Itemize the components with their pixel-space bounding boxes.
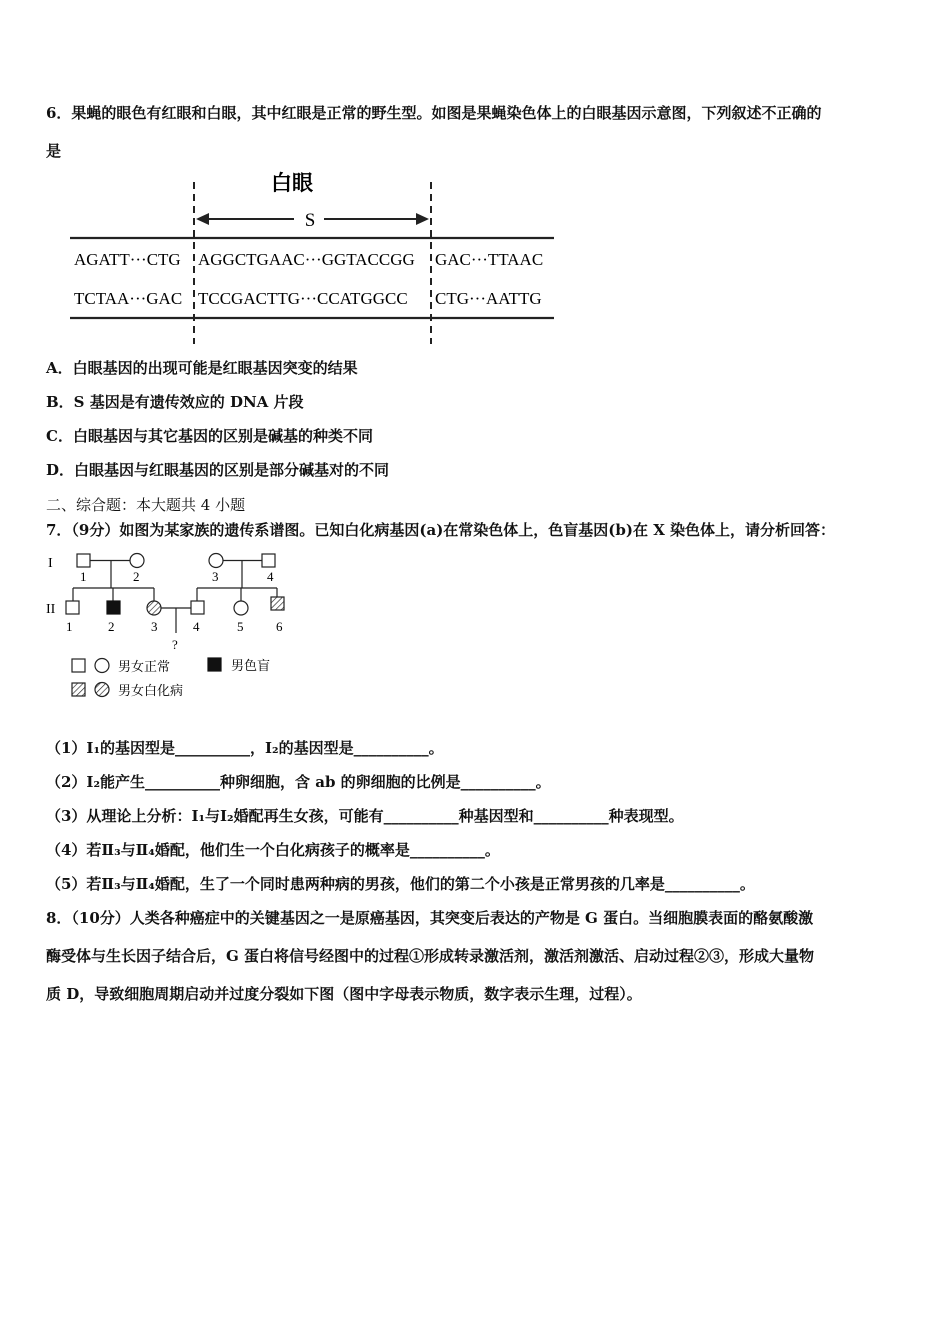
strand2-right: CTG···AATTG (435, 289, 542, 308)
section-heading: 二、综合题：本大题共 4 小题 (46, 496, 246, 514)
I3-female (209, 554, 223, 568)
strand2-left: TCTAA···GAC (74, 289, 183, 308)
num-I4: 4 (267, 569, 274, 584)
strand1-mid: AGGCTGAAC···GGTACCGG (198, 250, 415, 269)
s-arrow-left-head (196, 213, 209, 225)
I4-male (262, 554, 275, 567)
legend-normal-female-icon (95, 659, 109, 673)
num-II1: 1 (66, 619, 73, 634)
gen1-label: I (48, 556, 53, 571)
strand1-right: GAC···TTAAC (435, 250, 544, 269)
II2-male-colorblind (107, 601, 120, 614)
q6-stem-line2: 是 (46, 142, 62, 160)
q8-line2: 酶受体与生长因子结合后，G 蛋白将信号经图中的过程①形成转录激活剂，激活剂激活、启动过程②③，形成大量物 (46, 947, 815, 965)
legend-normal-male-icon (72, 659, 85, 672)
q6-option-c: C．白眼基因与其它基因的区别是碱基的种类不同 (46, 427, 373, 445)
q7-part-4: （4）若Ⅱ₃与Ⅱ₄婚配，他们生一个白化病孩子的概率是__________。 (46, 841, 500, 859)
I2-female (130, 554, 144, 568)
q7-part-3: （3）从理论上分析：Ⅰ₁与Ⅰ₂婚配再生女孩，可能有__________种基因型和__________种表现型。 (46, 807, 684, 825)
legend-normal-label: 男女正常 (118, 659, 171, 674)
num-I2: 2 (133, 569, 140, 584)
q8-line3: 质 D，导致细胞周期启动并过度分裂如下图（图中字母表示物质，数字表示生理，过程）。 (46, 985, 642, 1003)
legend-albino-male-icon (72, 683, 85, 696)
q7-part-2: （2）Ⅰ₂能产生__________种卵细胞，含 ab 的卵细胞的比例是__________。 (46, 773, 551, 791)
num-I1: 1 (80, 569, 87, 584)
strand2-mid: TCCGACTTG···CCATGGCC (198, 289, 408, 308)
num-II2: 2 (108, 619, 115, 634)
num-I3: 3 (212, 569, 219, 584)
I1-male (77, 554, 90, 567)
strand1-left: AGATT···CTG (74, 250, 181, 269)
num-II3: 3 (151, 619, 158, 634)
II3-female-albino (147, 601, 161, 615)
q6-option-d: D．白眼基因与红眼基因的区别是部分碱基对的不同 (46, 461, 390, 479)
gene-label: 白眼 (271, 171, 313, 195)
white-eye-gene-figure (66, 168, 562, 346)
num-II5: 5 (237, 619, 244, 634)
legend-colorblind-label: 男色盲 (231, 658, 271, 673)
q6-stem-line1: 6．果蝇的眼色有红眼和白眼，其中红眼是正常的野生型。如图是果蝇染色体上的白眼基因示意图，下列叙述不正确的 (46, 104, 822, 122)
II6-male-albino (271, 597, 284, 610)
num-II4: 4 (193, 619, 200, 634)
offspring-question-mark: ? (172, 637, 178, 652)
legend-colorblind-icon (208, 658, 221, 671)
II4-male (191, 601, 204, 614)
segment-label: S (304, 210, 316, 231)
legend-albino-female-icon (95, 683, 109, 697)
legend-albino-label: 男女白化病 (118, 683, 184, 698)
q6-option-b: B．S 基因是有遗传效应的 DNA 片段 (46, 393, 304, 411)
II1-male (66, 601, 79, 614)
II5-female (234, 601, 248, 615)
s-arrow-right-head (416, 213, 429, 225)
q8-line1: 8．（10分）人类各种癌症中的关键基因之一是原癌基因，其突变后表达的产物是 G 蛋白。当细胞膜表面的酪氨酸激 (46, 909, 814, 927)
num-II6: 6 (276, 619, 283, 634)
gen2-label: II (46, 602, 56, 617)
pedigree-chart (40, 545, 320, 705)
q7-stem: 7．（9分）如图为某家族的遗传系谱图。已知白化病基因(a)在常染色体上，色盲基因(b)在 X 染色体上，请分析回答： (46, 521, 836, 539)
q6-option-a: A．白眼基因的出现可能是红眼基因突变的结果 (46, 359, 358, 377)
q7-part-1: （1）Ⅰ₁的基因型是__________，Ⅰ₂的基因型是__________。 (46, 739, 444, 757)
q7-part-5: （5）若Ⅱ₃与Ⅱ₄婚配，生了一个同时患两种病的男孩，他们的第二个小孩是正常男孩的几率是__________。 (46, 875, 755, 893)
